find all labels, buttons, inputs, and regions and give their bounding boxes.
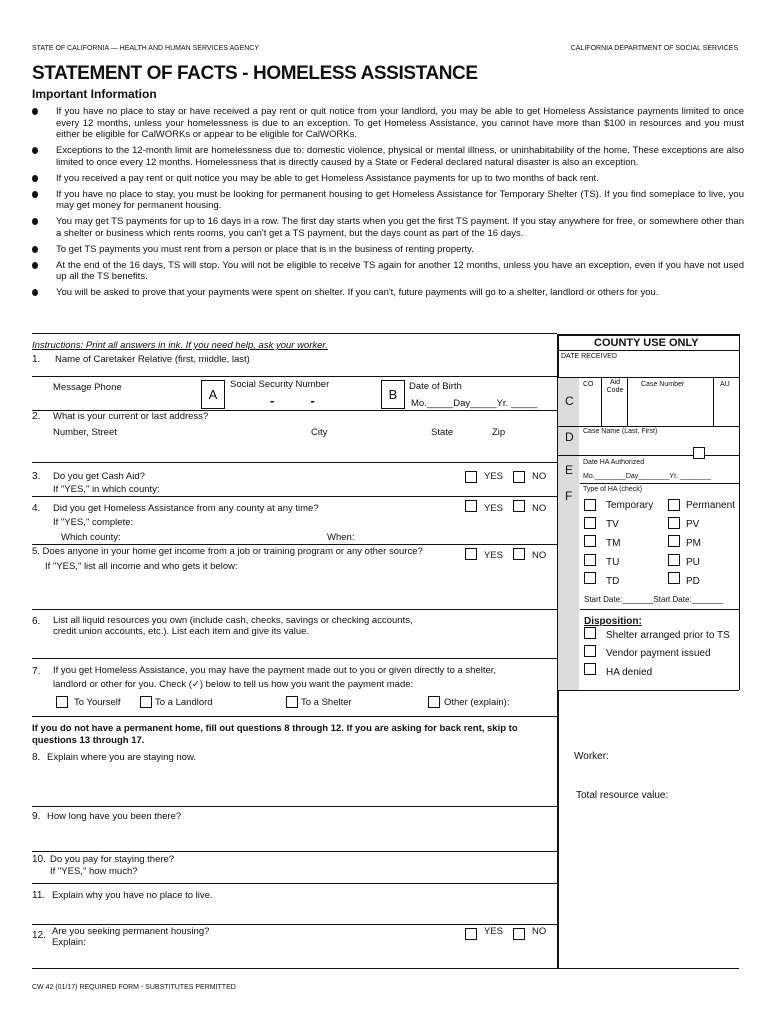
date-ha-format: Mo.________Day________Yr. ________ xyxy=(583,473,712,480)
bullet-icon xyxy=(32,246,38,253)
dob-label: Date of Birth xyxy=(409,381,462,392)
q9-number: 9. xyxy=(32,811,41,822)
q12-number: 12. xyxy=(32,930,46,941)
q3-yes-label: YES xyxy=(484,471,504,482)
dob-format: Mo._____Day_____Yr. _____ xyxy=(411,398,538,409)
info-bullet: At the end of the 16 days, TS will stop. You will not be eligible to receive TS again for another 12 months, unless you have an exception, even if you have not used up all the TS benefits. xyxy=(32,260,744,283)
q7-number: 7. xyxy=(32,666,41,677)
bullet-icon xyxy=(32,218,38,225)
q9-label: How long have you been there? xyxy=(47,811,182,822)
tu-checkbox[interactable] xyxy=(584,554,596,566)
q11-number: 11. xyxy=(32,890,46,901)
temporary-checkbox[interactable] xyxy=(584,499,596,511)
other-label: Other (explain): xyxy=(444,697,510,708)
info-bullet: You will be asked to prove that your payments were spent on shelter. If you can't, future payments will go to a shelter, landlord or others for you. xyxy=(32,287,744,299)
pv-checkbox[interactable] xyxy=(668,517,680,529)
ssn-dashes: - - xyxy=(270,393,315,408)
case-number-label: Case Number xyxy=(641,381,685,388)
pm-checkbox[interactable] xyxy=(668,535,680,547)
section-subtitle: Important Information xyxy=(32,87,157,101)
temporary-label: Temporary xyxy=(606,500,654,511)
q5-yes-checkbox[interactable] xyxy=(465,548,477,560)
total-resource-label: Total resource value: xyxy=(576,790,669,801)
info-bullet: To get TS payments you must rent from a person or place that is in the business of renting property. xyxy=(32,244,744,256)
form-id-footer: CW 42 (01/17) REQUIRED FORM - SUBSTITUTES PERMITTED xyxy=(32,984,236,991)
message-phone-label: Message Phone xyxy=(53,382,122,393)
q7-label-2: landlord or other for you. Check (✓) below to tell us how you want the payment made: xyxy=(53,679,414,690)
pm-label: PM xyxy=(686,538,701,549)
q5-no-label: NO xyxy=(532,550,547,561)
q4-no-checkbox[interactable] xyxy=(513,500,525,512)
q7-label: If you get Homeless Assistance, you may have the payment made out to you or given directly to a shelter, xyxy=(53,665,497,676)
co-label: CO xyxy=(583,381,594,388)
tm-checkbox[interactable] xyxy=(584,535,596,547)
q1-label: Name of Caretaker Relative (first, middle, last) xyxy=(55,354,250,365)
q1-number: 1. xyxy=(32,354,41,365)
q12-no-label: NO xyxy=(532,926,547,937)
vendor-payment-checkbox[interactable] xyxy=(584,645,596,657)
info-bullet: You may get TS payments for up to 16 days in a row. The first day starts when you get the first TS payment. If you stay anywhere for free, or somewhere other than a shelter or business which rents rooms, you can't get a TS payment, but the days count as part of the 16 days. xyxy=(32,216,744,239)
aid-code-label: Aid Code xyxy=(606,379,624,394)
pd-label: PD xyxy=(686,576,700,587)
shelter-prior-label: Shelter arranged prior to TS xyxy=(606,630,730,641)
q12-yes-label: YES xyxy=(484,926,504,937)
q4-label: Did you get Homeless Assistance from any county at any time? xyxy=(53,503,319,514)
form-top-rule xyxy=(32,333,557,334)
q8-label: Explain where you are staying now. xyxy=(47,752,196,763)
ha-denied-label: HA denied xyxy=(606,667,653,678)
rule xyxy=(32,716,557,717)
q10-number: 10. xyxy=(32,854,46,865)
type-ha-label: Type of HA (check) xyxy=(583,486,643,493)
rule xyxy=(32,924,557,925)
rule xyxy=(32,851,557,852)
other-checkbox[interactable] xyxy=(428,696,440,708)
bullet-icon xyxy=(32,108,38,115)
tv-checkbox[interactable] xyxy=(584,517,596,529)
q2-number: 2. xyxy=(32,411,41,422)
bullet-icon xyxy=(32,191,38,198)
bullet-icon xyxy=(32,262,38,269)
rule xyxy=(580,609,739,610)
q3-no-label: NO xyxy=(532,471,547,482)
q11-label: Explain why you have no place to live. xyxy=(52,890,213,901)
case-name-label: Case Name (Last, First) xyxy=(583,428,658,435)
shelter-prior-checkbox[interactable] xyxy=(584,627,596,639)
bullet-icon xyxy=(32,147,38,154)
start-date-label: Start Date:_______Start Date:_______ xyxy=(584,595,723,604)
rule xyxy=(558,690,739,691)
rule xyxy=(627,377,628,426)
page-title: STATEMENT OF FACTS - HOMELESS ASSISTANCE xyxy=(32,63,478,84)
rule xyxy=(32,609,557,610)
q4-no-label: NO xyxy=(532,503,547,514)
when-label: When: xyxy=(327,532,355,543)
q3-sub: If "YES," in which county: xyxy=(53,484,160,495)
to-landlord-label: To a Landlord xyxy=(155,697,213,708)
rule xyxy=(713,377,714,426)
rule xyxy=(558,350,739,351)
q4-yes-checkbox[interactable] xyxy=(465,500,477,512)
q5-sub: If "YES," list all income and who gets it below: xyxy=(45,561,238,572)
td-label: TD xyxy=(606,576,620,587)
q12-label: Are you seeking permanent housing? xyxy=(52,926,210,937)
info-bullet: Exceptions to the 12-month limit are homelessness due to: domestic violence, physical or mental illness, or uninhabitability of the home. These exceptions are also limited to once every 12 months. Homelessness that is directly caused by a State or Federal declared natural disaster is also an exception. xyxy=(32,145,744,168)
pv-label: PV xyxy=(686,519,700,530)
rule xyxy=(32,883,557,884)
q12-sub: Explain: xyxy=(52,937,86,948)
q6-number: 6. xyxy=(32,616,41,627)
county-right-border xyxy=(739,334,740,690)
county-title: COUNTY USE ONLY xyxy=(594,337,699,349)
permanent-home-note: If you do not have a permanent home, fill out questions 8 through 12. If you are asking for back rent, skip to questions 13 through 17. xyxy=(32,723,518,746)
rule xyxy=(32,544,557,545)
info-bullets xyxy=(32,106,744,303)
worker-label: Worker: xyxy=(574,751,609,762)
q6-label-2: credit union accounts, etc.). List each item and give its value. xyxy=(53,626,310,637)
agency-right: CALIFORNIA DEPARTMENT OF SOCIAL SERVICES xyxy=(570,45,738,52)
q3-yes-checkbox[interactable] xyxy=(465,471,477,483)
disposition-label: Disposition: xyxy=(584,616,642,627)
rule xyxy=(32,806,557,807)
pd-checkbox[interactable] xyxy=(668,572,680,584)
ssn-label: Social Security Number xyxy=(230,379,330,390)
q10-label: Do you pay for staying there? xyxy=(50,854,175,865)
instructions: Instructions: Print all answers in ink. If you need help, ask your worker. xyxy=(32,340,328,351)
state-label: State xyxy=(431,427,454,438)
td-checkbox[interactable] xyxy=(584,572,596,584)
vendor-payment-label: Vendor payment issued xyxy=(606,648,711,659)
rule xyxy=(32,376,557,377)
to-shelter-label: To a Shelter xyxy=(301,697,352,708)
tu-label: TU xyxy=(606,557,620,568)
tv-label: TV xyxy=(606,519,619,530)
rule xyxy=(558,377,739,378)
city-label: City xyxy=(311,427,328,438)
to-yourself-label: To Yourself xyxy=(74,697,121,708)
county-d-checkbox[interactable] xyxy=(693,447,705,459)
q3-number: 3. xyxy=(32,471,41,482)
rule xyxy=(32,462,557,463)
row-e-label: E xyxy=(565,463,574,477)
info-bullet: If you have no place to stay, you must be looking for permanent housing to get Homeless Assistance for Temporary Shelter (TS). If you find someplace to live, you may get money for permanent housing. xyxy=(32,189,744,212)
q12-no-checkbox[interactable] xyxy=(513,928,525,940)
rule xyxy=(580,483,739,484)
q4-sub: If "YES," complete: xyxy=(53,517,134,528)
rule xyxy=(32,658,557,659)
rule xyxy=(601,377,602,426)
q5-no-checkbox[interactable] xyxy=(513,548,525,560)
q5-label: 5. Does anyone in your home get income from a job or training program or any other source? xyxy=(32,546,423,557)
q3-no-checkbox[interactable] xyxy=(513,471,525,483)
pu-label: PU xyxy=(686,557,700,568)
bullet-icon xyxy=(32,289,38,296)
rule xyxy=(558,455,739,456)
bullet-icon xyxy=(32,175,38,182)
zip-label: Zip xyxy=(492,427,506,438)
q4-number: 4. xyxy=(32,503,41,514)
q3-label: Do you get Cash Aid? xyxy=(53,471,145,482)
ha-denied-checkbox[interactable] xyxy=(584,663,596,675)
county-letter-column xyxy=(558,377,579,690)
info-bullet: If you have no place to stay or have received a pay rent or quit notice from your landlord, you may be able to get Homeless Assistance payments limited to once every 12 months, unless your homelessness is due to an exception. To get Homeless Assistance, you cannot have more than $100 in resources and you must either be eligible for CalWORKs or appear to be eligible for CalWORKs. xyxy=(32,106,744,141)
info-bullet: If you received a pay rent or quit notice you may be able to get Homeless Assistance payments for up to two months of back rent. xyxy=(32,173,744,185)
form-bottom-rule xyxy=(32,968,739,969)
row-d-label: D xyxy=(565,430,574,444)
permanent-checkbox[interactable] xyxy=(668,499,680,511)
tm-label: TM xyxy=(606,538,621,549)
to-yourself-checkbox[interactable] xyxy=(56,696,68,708)
which-county-label: Which county: xyxy=(61,532,121,543)
rule xyxy=(558,426,739,427)
date-ha-label: Date HA Authorized xyxy=(583,459,645,466)
to-landlord-checkbox[interactable] xyxy=(140,696,152,708)
q8-number: 8. xyxy=(32,752,41,763)
au-label: AU xyxy=(720,381,730,388)
agency-left: STATE OF CALIFORNIA — HEALTH AND HUMAN SERVICES AGENCY xyxy=(32,45,260,52)
q6-label: List all liquid resources you own (include cash, checks, savings or checking accounts, xyxy=(53,615,413,626)
county-top-rule xyxy=(557,334,739,336)
q5-yes-label: YES xyxy=(484,550,504,561)
q12-yes-checkbox[interactable] xyxy=(465,928,477,940)
row-c-label: C xyxy=(565,394,574,408)
q2-label: What is your current or last address? xyxy=(53,411,209,422)
pu-checkbox[interactable] xyxy=(668,554,680,566)
rule xyxy=(32,496,557,497)
box-b: B xyxy=(381,380,405,409)
box-a: A xyxy=(201,380,225,409)
permanent-label: Permanent xyxy=(686,500,735,511)
q4-yes-label: YES xyxy=(484,503,504,514)
q10-sub: If "YES," how much? xyxy=(50,866,138,877)
street-label: Number, Street xyxy=(53,427,117,438)
row-f-label: F xyxy=(565,489,573,503)
to-shelter-checkbox[interactable] xyxy=(286,696,298,708)
date-received-label: DATE RECEIVED xyxy=(561,353,617,360)
